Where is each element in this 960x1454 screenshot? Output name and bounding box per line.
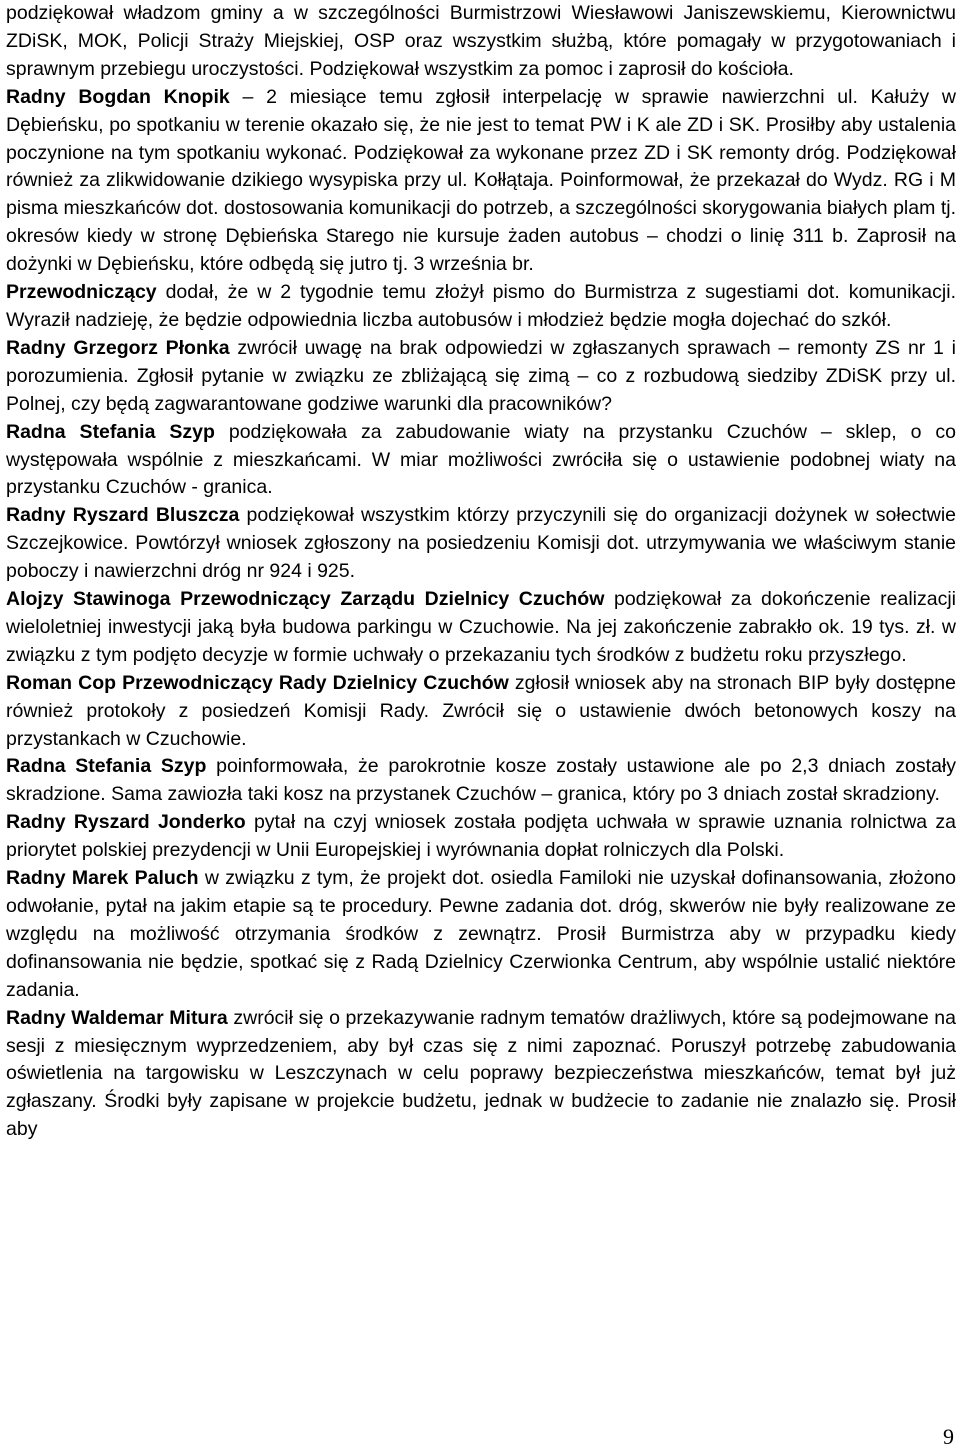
speaker-name: Radna Stefania Szyp [6, 420, 215, 443]
paragraph-text: zgłosił wniosek aby na stronach BIP były dostępne również protokoły z posiedzeń Komisji Rady. Zwrócił się o ustawienie dwóch betonowych koszy na przystankach w Czuchowie. [6, 671, 956, 750]
speaker-name: Radny Grzegorz Płonka [6, 336, 230, 359]
paragraph-text: dodał, że w 2 tygodnie temu złożył pismo do Burmistrza z sugestiami dot. komunikacji. Wyraził nadzieję, że będzie odpowiednia liczba autobusów i młodzież będzie mogła dojechać do szkół. [6, 281, 956, 331]
page-number: 9 [943, 1424, 954, 1449]
speaker-name: Alojzy Stawinoga Przewodniczący Zarządu Dzielnicy Czuchów [6, 588, 605, 611]
paragraph-3 [6, 335, 956, 419]
paragraph-text: poinformowała, że parokrotnie kosze zostały ustawione ale po 2,3 dniach zostały skradzione. Sama zawiozła taki kosz na przystanek Czuchów – granica, który po 3 dniach został skradziony. [6, 755, 956, 806]
paragraph-5 [6, 502, 956, 586]
paragraph-7 [6, 670, 956, 754]
paragraph-text: pytał na czyj wniosek została podjęta uchwała w sprawie uznania rolnictwa za priorytet polskiej prezydencji w Unii Europejskiej i wyrównania dopłat rolniczych dla Polski. [6, 811, 956, 862]
paragraph-10 [6, 865, 956, 1005]
paragraph-1 [6, 84, 956, 279]
paragraph-6 [6, 586, 956, 670]
paragraph-text: zwrócił się o przekazywanie radnym tematów drażliwych, które są podejmowane na sesji z miesięcznym wyprzedzeniem, aby był czas się z nimi zapoznać. Poruszył potrzebę zabudowania oświetlenia na targowisku w Leszczynach w celu poprawy bezpieczeństwa mieszkańców, temat był już zgłaszany. Środki były zapisane w projekcie budżetu, jednak w budżecie to zadanie nie znalazło się. Prosił aby [6, 1006, 956, 1141]
paragraph-text: podziękował wszystkim którzy przyczynili się do organizacji dożynek w sołectwie Szczejkowice. Powtórzył wniosek zgłoszony na posiedzeniu Komisji dot. utrzymywania we właściwym stanie poboczy i nawierzchni dróg nr 924 i 925. [6, 504, 956, 583]
paragraph-text: w związku z tym, że projekt dot. osiedla Familoki nie uzyskał dofinansowania, złożono odwołanie, pytał na jakim etapie są te procedury. Pewne zadania dot. dróg, skwerów nie były realizowane ze względu na możliwość otrzymania środków z zewnątrz. Prosił Burmistrza aby w przypadku kiedy dofinansowania nie będzie, spotkać się z Radą Dzielnicy Czerwionka Centrum, aby wspólnie ustalić niektóre zadania. [6, 867, 956, 1001]
speaker-name: Radny Waldemar Mitura [6, 1006, 228, 1029]
paragraph-2 [6, 279, 956, 335]
speaker-name: Roman Cop Przewodniczący Rady Dzielnicy Czuchów [6, 671, 509, 694]
paragraph-11 [6, 1005, 956, 1145]
paragraph-9 [6, 809, 956, 865]
speaker-name: Radna Stefania Szyp [6, 755, 207, 778]
paragraph-8 [6, 753, 956, 809]
paragraph-4 [6, 419, 956, 503]
paragraph-text: podziękował za dokończenie realizacji wieloletniej inwestycji jaką była budowa parkingu w Czuchowie. Na jej zakończenie zabrakło ok. 19 tys. zł. w związku z tym podjęto decyzje w formie uchwały o przekazaniu tych środków z budżetu roku przyszłego. [6, 588, 957, 666]
speaker-name: Przewodniczący [6, 281, 157, 304]
speaker-name: Radny Bogdan Knopik [6, 85, 230, 108]
paragraph-text: – 2 miesiące temu zgłosił interpelację w sprawie nawierzchni ul. Kałuży w Dębieńsku, po spotkaniu w terenie okazało się, że nie jest to temat PW i K ale ZD i SK. Prosiłby aby ustalenia poczynione na tym spotkaniu wykonać. Podziękował za wykonane przez ZD i SK remonty dróg. Podziękował również za zlikwidowanie dzikiego wysypiska przy ul. Kołłątaja. Poinformował, że przekazał do Wydz. RG i M pisma mieszkańców dot. dostosowania komunikacji do potrzeb, a szczególności skorygowania białych plam tj. okresów kiedy w stronę Dębieńska Starego nie kursuje żaden autobus – chodzi o linię 311 b. Zaprosił na dożynki w Dębieńsku, które odbędą się jutro tj. 3 września br. [6, 85, 956, 276]
paragraph-0 [6, 0, 956, 84]
document-page [6, 0, 956, 1144]
speaker-name: Radny Ryszard Jonderko [6, 811, 246, 834]
paragraph-text: zwrócił uwagę na brak odpowiedzi w zgłaszanych sprawach – remonty ZS nr 1 i porozumienia. Zgłosił pytanie w związku ze zbliżającą się zimą – co z rozbudową siedziby ZDiSK przy ul. Polnej, czy będą zagwarantowane godziwe warunki dla pracowników? [6, 336, 956, 415]
speaker-name: Radny Marek Paluch [6, 867, 199, 890]
speaker-name: Radny Ryszard Bluszcza [6, 504, 240, 527]
paragraph-text: podziękował władzom gminy a w szczególności Burmistrzowi Wiesławowi Janiszewskiemu, Kierownictwu ZDiSK, MOK, Policji Straży Miejskiej, OSP oraz wszystkim służbą, które pomagały w przygotowaniach i sprawnym przebiegu uroczystości. Podziękował wszystkim za pomoc i zaprosił do kościoła. [6, 2, 956, 80]
paragraph-text: podziękowała za zabudowanie wiaty na przystanku Czuchów – sklep, o co występowała wspólnie z mieszkańcami. W miar możliwości zwróciła się o ustawienie podobnej wiaty na przystanku Czuchów - granica. [6, 420, 956, 499]
